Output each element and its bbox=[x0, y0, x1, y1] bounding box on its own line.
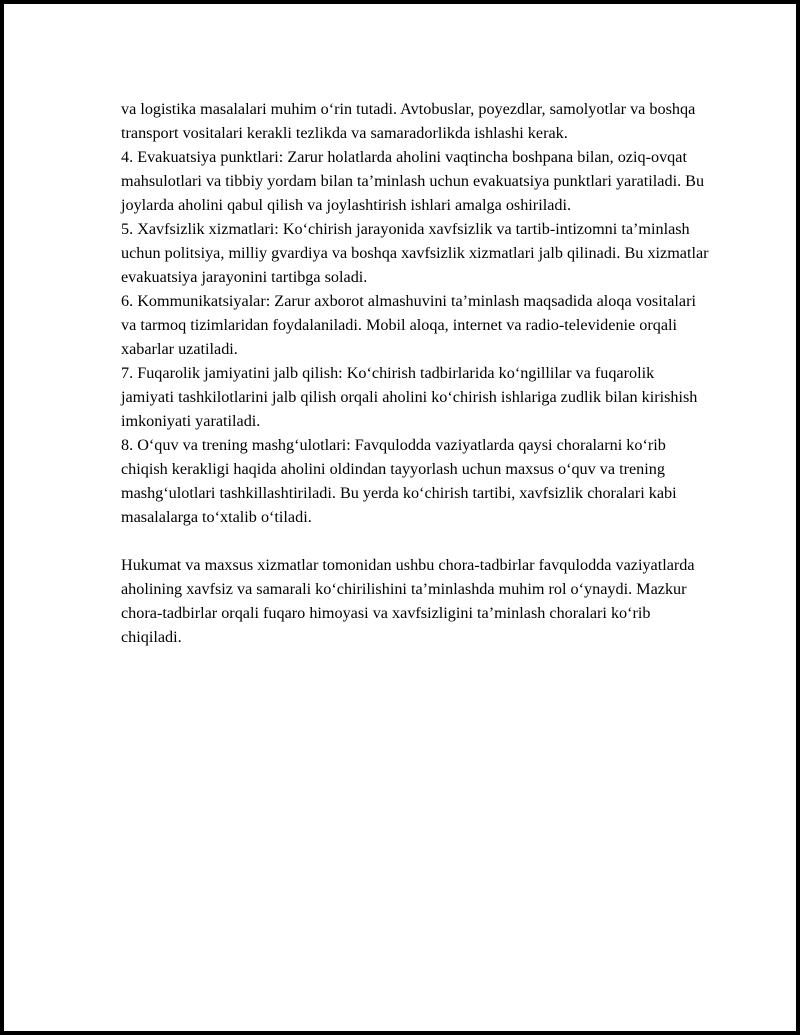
paragraph-security-services: 5. Xavfsizlik xizmatlari: Koʻchirish jarayonida xavfsizlik va tartib-intizomni taʼminlash uchun politsiya, milliy gvardiya va boshqa xavfsizlik xizmatlari jalb qilinadi. Bu xizmatlar evakuatsiya jarayonini tartibga soladi. bbox=[121, 220, 709, 286]
paragraph-civil-society: 7. Fuqarolik jamiyatini jalb qilish: Koʻchirish tadbirlarida koʻngillilar va fuqarolik jamiyati tashkilotlarini jalb qilish orqali aholini koʻchirish ishlariga zudlik bilan kirishish imkoniyati yaratiladi. bbox=[121, 364, 698, 430]
document-body bbox=[121, 97, 711, 649]
paragraph-spacer bbox=[121, 529, 711, 553]
paragraph-training: 8. Oʻquv va trening mashgʻulotlari: Favqulodda vaziyatlarda qaysi choralarni koʻrib chiqish kerakligi haqida aholini oldindan tayyorlash uchun maxsus oʻquv va trening mashgʻulotlari tashkillashtiriladi. Bu yerda koʻchirish tartibi, xavfsizlik choralari kabi masalalarga toʻxtalib oʻtiladi. bbox=[121, 436, 677, 526]
paragraph-conclusion: Hukumat va maxsus xizmatlar tomonidan ushbu chora-tadbirlar favqulodda vaziyatlarda aholining xavfsiz va samarali koʻchirilishini taʼminlashda muhim rol oʻynaydi. Mazkur chora-tadbirlar orqali fuqaro himoyasi va xavfsizligini taʼminlash choralari koʻrib chiqiladi. bbox=[121, 556, 695, 646]
paragraph-communications: 6. Kommunikatsiyalar: Zarur axborot almashuvini taʼminlash maqsadida aloqa vositalari va tarmoq tizimlaridan foydalaniladi. Mobil aloqa, internet va radio-televidenie orqali xabarlar uzatiladi. bbox=[121, 292, 696, 358]
paragraph-evacuation-points: 4. Evakuatsiya punktlari: Zarur holatlarda aholini vaqtincha boshpana bilan, oziq-ovqat mahsulotlari va tibbiy yordam bilan taʼminlash uchun evakuatsiya punktlari yaratiladi. Bu joylarda aholini qabul qilish va joylashtirish ishlari amalga oshiriladi. bbox=[121, 148, 705, 214]
paragraph-transport-continuation: va logistika masalalari muhim oʻrin tutadi. Avtobuslar, poyezdlar, samolyotlar va boshqa transport vositalari kerakli tezlikda va samaradorlikda ishlashi kerak. bbox=[121, 100, 696, 142]
